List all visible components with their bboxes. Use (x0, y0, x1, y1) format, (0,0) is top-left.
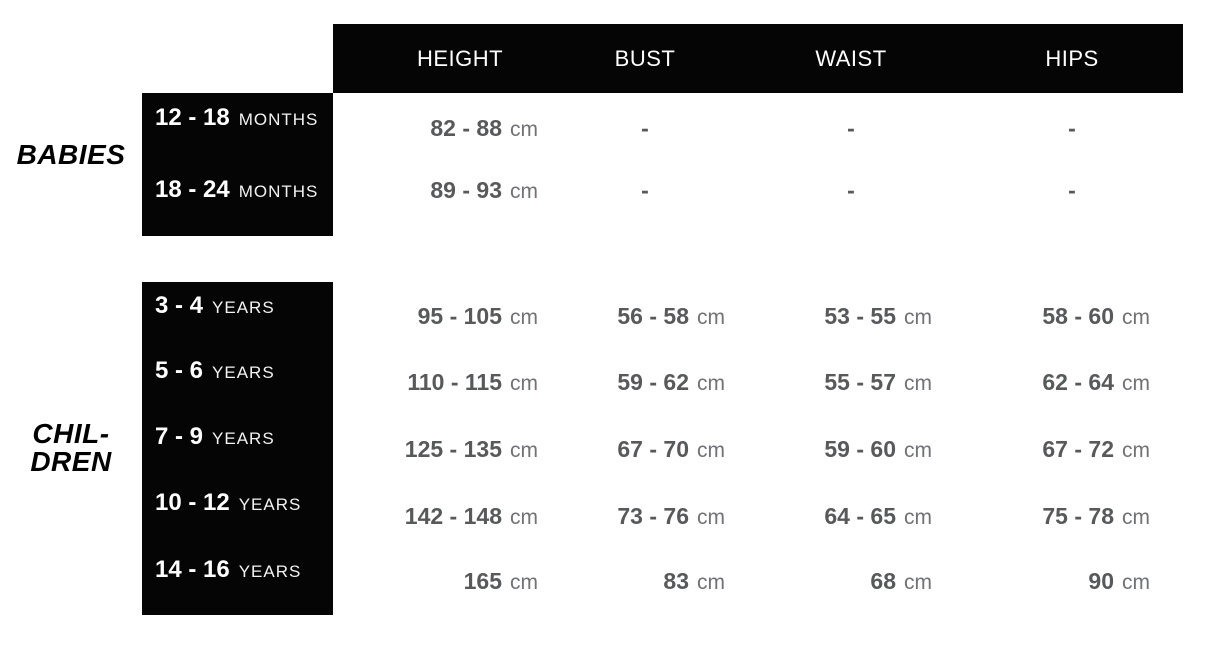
measurement-cell-bust (563, 362, 753, 402)
measurement-unit: cm (904, 306, 932, 329)
measurement-value: 55 - 57 (824, 369, 896, 395)
measurement-value: 142 - 148 (404, 503, 502, 529)
measurement-unit: cm (510, 180, 538, 203)
measurement-value: 62 - 64 (1042, 369, 1114, 395)
group-label-line: BABIES (16, 139, 126, 170)
column-header-hips: HIPS (1045, 45, 1099, 71)
measurement-cell-bust (563, 296, 753, 336)
table-row (333, 496, 1183, 536)
measurement-unit: cm (1122, 372, 1150, 395)
measurement-value: 125 - 135 (404, 436, 502, 462)
measurement-unit: cm (510, 571, 538, 594)
group-label-line: DREN (30, 446, 112, 477)
measurement-cell-waist (753, 296, 958, 336)
table-row (333, 170, 1183, 210)
age-label-18-24-months (142, 170, 333, 210)
measurement-value: 59 - 62 (617, 369, 689, 395)
measurement-cell-hips (958, 296, 1183, 336)
measurement-cell-hips (958, 429, 1183, 469)
measurement-value: 95 - 105 (417, 303, 502, 329)
group-label-line: CHIL- (32, 418, 110, 449)
measurement-unit: cm (510, 118, 538, 141)
age-unit: YEARS (238, 495, 302, 514)
measurement-cell-hips (958, 362, 1183, 402)
measurement-cell-waist-empty: - (847, 176, 855, 203)
measurement-cell-waist (753, 561, 958, 601)
measurement-unit: cm (697, 439, 725, 462)
measurement-value: 68 (870, 568, 896, 594)
age-label-5-6-years (142, 351, 333, 391)
age-label-14-16-years (142, 550, 333, 590)
table-row (333, 108, 1183, 148)
group-label-babies (0, 141, 142, 169)
table-row (333, 429, 1183, 469)
measurement-unit: cm (1122, 506, 1150, 529)
age-label-7-9-years (142, 417, 333, 457)
column-header-bust: BUST (614, 45, 676, 71)
measurement-value: 64 - 65 (824, 503, 896, 529)
measurement-unit: cm (904, 372, 932, 395)
table-row (333, 296, 1183, 336)
measurement-cell-bust-empty: - (641, 176, 649, 203)
measurement-unit: cm (510, 306, 538, 329)
measurement-unit: cm (904, 439, 932, 462)
measurement-unit: cm (697, 372, 725, 395)
measurement-value: 73 - 76 (617, 503, 689, 529)
measurement-unit: cm (510, 439, 538, 462)
measurement-cell-waist-empty: - (847, 114, 855, 141)
table-row (333, 561, 1183, 601)
table-header-bar (333, 24, 1183, 93)
age-unit: YEARS (212, 363, 275, 382)
measurement-unit: cm (510, 506, 538, 529)
measurement-value: 53 - 55 (824, 303, 896, 329)
age-unit: YEARS (212, 298, 275, 317)
measurement-value: 67 - 70 (617, 436, 689, 462)
measurement-value: 58 - 60 (1042, 303, 1114, 329)
measurement-cell-waist (753, 429, 958, 469)
measurement-cell-bust (563, 429, 753, 469)
measurement-cell-hips (958, 561, 1183, 601)
measurement-value: 90 (1088, 568, 1114, 594)
measurement-unit: cm (510, 372, 538, 395)
measurement-cell-hips-empty: - (1068, 176, 1076, 203)
age-unit: YEARS (212, 429, 275, 448)
age-label-10-12-years (142, 483, 333, 523)
measurement-value: 165 (463, 568, 502, 594)
age-unit: MONTHS (238, 182, 319, 201)
measurement-cell-bust-empty: - (641, 114, 649, 141)
age-unit: MONTHS (238, 110, 319, 129)
measurement-cell-height (333, 108, 563, 148)
age-range: 10 - 12 (155, 489, 230, 516)
group-label-children (0, 420, 142, 476)
age-range: 7 - 9 (155, 423, 204, 450)
measurement-value: 89 - 93 (430, 177, 502, 203)
age-label-12-18-months (142, 98, 333, 138)
age-range: 5 - 6 (155, 357, 204, 384)
table-row (333, 362, 1183, 402)
measurement-unit: cm (697, 506, 725, 529)
measurement-cell-hips (958, 496, 1183, 536)
measurement-value: 67 - 72 (1042, 436, 1114, 462)
measurement-cell-height (333, 496, 563, 536)
measurement-cell-height (333, 296, 563, 336)
measurement-unit: cm (904, 571, 932, 594)
measurement-unit: cm (1122, 439, 1150, 462)
measurement-value: 82 - 88 (430, 115, 502, 141)
age-range: 12 - 18 (155, 104, 230, 131)
measurement-cell-bust (563, 496, 753, 536)
measurement-cell-height (333, 362, 563, 402)
age-range: 14 - 16 (155, 556, 230, 583)
measurement-cell-height (333, 429, 563, 469)
measurement-value: 110 - 115 (407, 369, 502, 395)
age-unit: YEARS (238, 562, 302, 581)
measurement-value: 56 - 58 (617, 303, 689, 329)
measurement-unit: cm (1122, 571, 1150, 594)
measurement-value: 59 - 60 (824, 436, 896, 462)
measurement-value: 75 - 78 (1042, 503, 1114, 529)
age-range: 3 - 4 (155, 292, 204, 319)
measurement-cell-hips-empty: - (1068, 114, 1076, 141)
measurement-unit: cm (697, 571, 725, 594)
measurement-value: 83 (663, 568, 689, 594)
measurement-cell-height (333, 561, 563, 601)
column-header-height: HEIGHT (416, 45, 504, 71)
measurement-cell-waist (753, 496, 958, 536)
measurement-cell-bust (563, 561, 753, 601)
measurement-cell-waist (753, 362, 958, 402)
measurement-unit: cm (697, 306, 725, 329)
age-label-3-4-years (142, 286, 333, 326)
measurement-unit: cm (904, 506, 932, 529)
age-range: 18 - 24 (155, 176, 230, 203)
measurement-unit: cm (1122, 306, 1150, 329)
column-header-waist: WAIST (815, 45, 887, 71)
measurement-cell-height (333, 170, 563, 210)
